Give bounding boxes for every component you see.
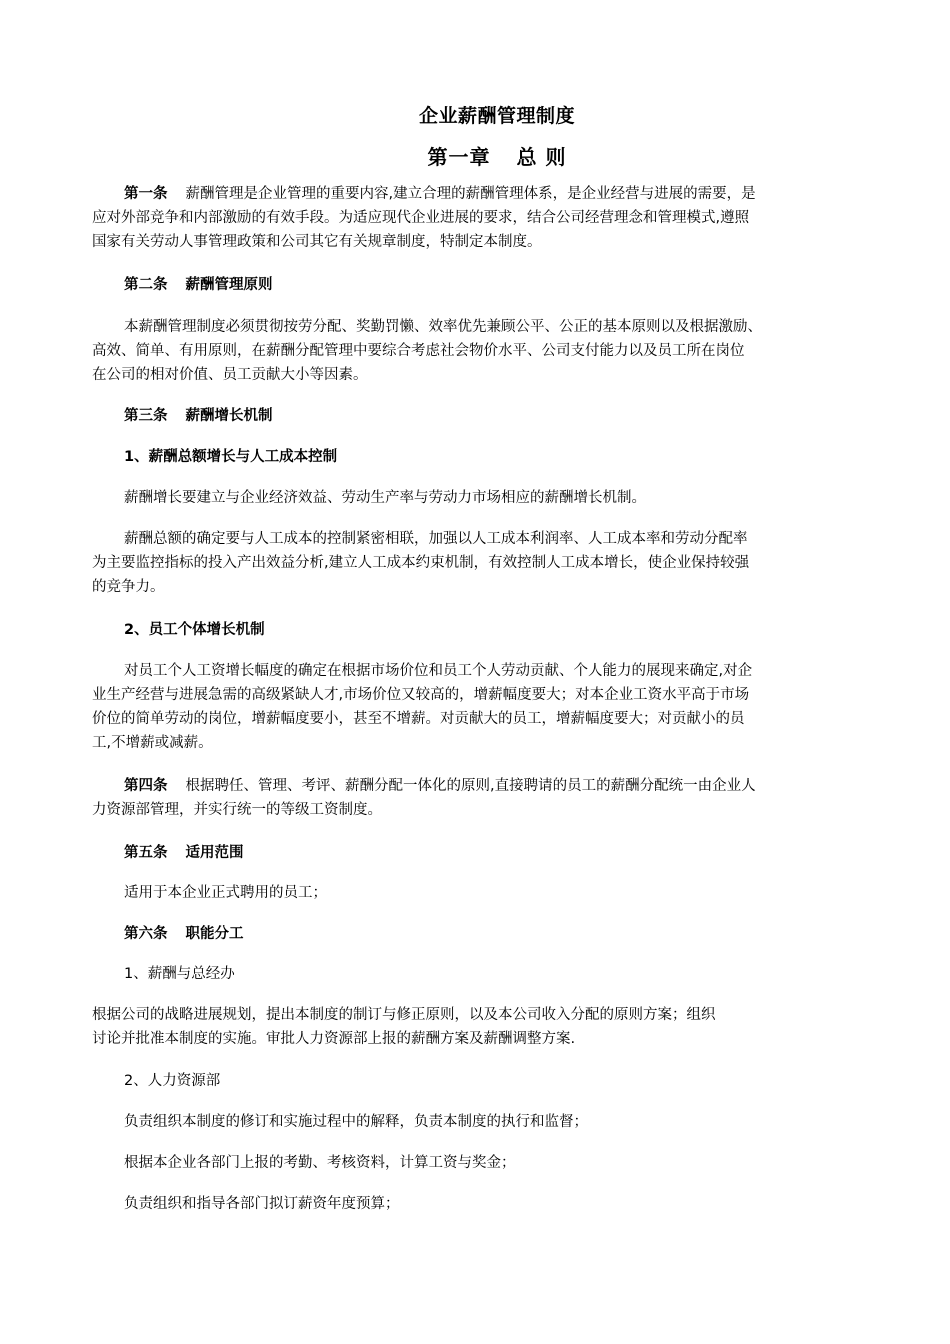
article-6-sub-1-heading: 1、薪酬与总经办 xyxy=(124,966,235,982)
article-4-text-1: 根据聘任、管理、考评、薪酬分配一体化的原则,直接聘请的员工的薪酬分配统一由企业人 xyxy=(185,778,756,794)
article-2-line-1: 本薪酬管理制度必须贯彻按劳分配、奖勤罚懒、效率优先兼顾公平、公正的基本原则以及根据激励、 xyxy=(124,319,762,335)
article-3-sub-2-line-4: 工,不增薪或减薪。 xyxy=(92,735,213,751)
article-5-heading xyxy=(124,841,862,865)
article-5-label: 第五条 xyxy=(124,845,168,861)
article-3-sub-2-heading: 2、员工个体增长机制 xyxy=(124,622,265,638)
article-4-line-2: 力资源部管理，并实行统一的等级工资制度。 xyxy=(92,802,382,818)
article-2-heading xyxy=(124,273,862,297)
article-5-para: 适用于本企业正式聘用的员工； xyxy=(124,885,327,901)
article-3-title: 薪酬增长机制 xyxy=(185,408,273,424)
article-3-sub-1-heading: 1、薪酬总额增长与人工成本控制 xyxy=(124,449,338,465)
article-1-line-1 xyxy=(124,182,862,206)
chapter-name: 总 则 xyxy=(516,145,567,169)
chapter-prefix: 第一章 xyxy=(427,145,491,169)
article-3-sub-2-line-3: 价位的简单劳动的岗位，增薪幅度要小，甚至不增薪。对贡献大的员工，增薪幅度要大；对贡献小的员 xyxy=(92,711,745,727)
article-3-heading xyxy=(124,404,862,428)
article-6-sub-1-line-2: 讨论并批准本制度的实施。审批人力资源部上报的薪酬方案及薪酬调整方案. xyxy=(92,1031,576,1047)
article-6-sub-1-line-1: 根据公司的战略进展规划，提出本制度的制订与修正原则，以及本公司收入分配的原则方案；组织 xyxy=(92,1007,716,1023)
article-3-sub-2-line-2: 业生产经营与进展急需的高级紧缺人才,市场价位又较高的，增薪幅度要大；对本企业工资水平高于市场 xyxy=(92,687,750,703)
article-6-heading xyxy=(124,922,862,946)
article-5-title: 适用范围 xyxy=(185,845,244,861)
article-1-label: 第一条 xyxy=(124,186,168,202)
article-3-label: 第三条 xyxy=(124,408,168,424)
article-6-sub-2-item-3: 负责组织和指导各部门拟订薪资年度预算； xyxy=(124,1196,400,1212)
article-3-sub-1-para-2-line-1: 薪酬总额的确定要与人工成本的控制紧密相联，加强以人工成本利润率、人工成本率和劳动分配率 xyxy=(124,531,748,547)
article-4-line-1 xyxy=(124,774,862,798)
article-3-sub-1-para-2-line-2: 为主要监控指标的投入产出效益分析,建立人工成本约束机制，有效控制人工成本增长，使企业保持较强 xyxy=(92,555,750,571)
article-6-sub-2-item-1: 负责组织本制度的修订和实施过程中的解释，负责本制度的执行和监督； xyxy=(124,1114,588,1130)
article-2-label: 第二条 xyxy=(124,277,168,293)
article-6-sub-2-heading: 2、人力资源部 xyxy=(124,1073,221,1089)
article-2-line-3: 在公司的相对价值、员工贡献大小等因素。 xyxy=(92,367,368,383)
article-6-sub-2-item-2: 根据本企业各部门上报的考勤、考核资料，计算工资与奖金； xyxy=(124,1155,516,1171)
article-6-title: 职能分工 xyxy=(185,926,244,942)
article-6-label: 第六条 xyxy=(124,926,168,942)
chapter-title xyxy=(0,141,950,170)
article-3-sub-1-para-1: 薪酬增长要建立与企业经济效益、劳动生产率与劳动力市场相应的薪酬增长机制。 xyxy=(124,490,646,506)
article-2-title: 薪酬管理原则 xyxy=(185,277,273,293)
article-2-line-2: 高效、简单、有用原则，在薪酬分配管理中要综合考虑社会物价水平、公司支付能力以及员工所在岗位 xyxy=(92,343,745,359)
article-1-text-1: 薪酬管理是企业管理的重要内容,建立合理的薪酬管理体系，是企业经营与进展的需要，是 xyxy=(185,186,756,202)
article-4-label: 第四条 xyxy=(124,778,168,794)
article-3-sub-1-para-2-line-3: 的竞争力。 xyxy=(92,579,165,595)
article-3-sub-2-line-1: 对员工个人工资增长幅度的确定在根据市场价位和员工个人劳动贡献、个人能力的展现来确定,对企 xyxy=(124,663,753,679)
article-1-line-2: 应对外部竞争和内部激励的有效手段。为适应现代企业进展的要求，结合公司经营理念和管理模式,遵照 xyxy=(92,210,750,226)
document-title: 企业薪酬管理制度 xyxy=(418,105,575,127)
article-1-line-3: 国家有关劳动人事管理政策和公司其它有关规章制度，特制定本制度。 xyxy=(92,234,542,250)
